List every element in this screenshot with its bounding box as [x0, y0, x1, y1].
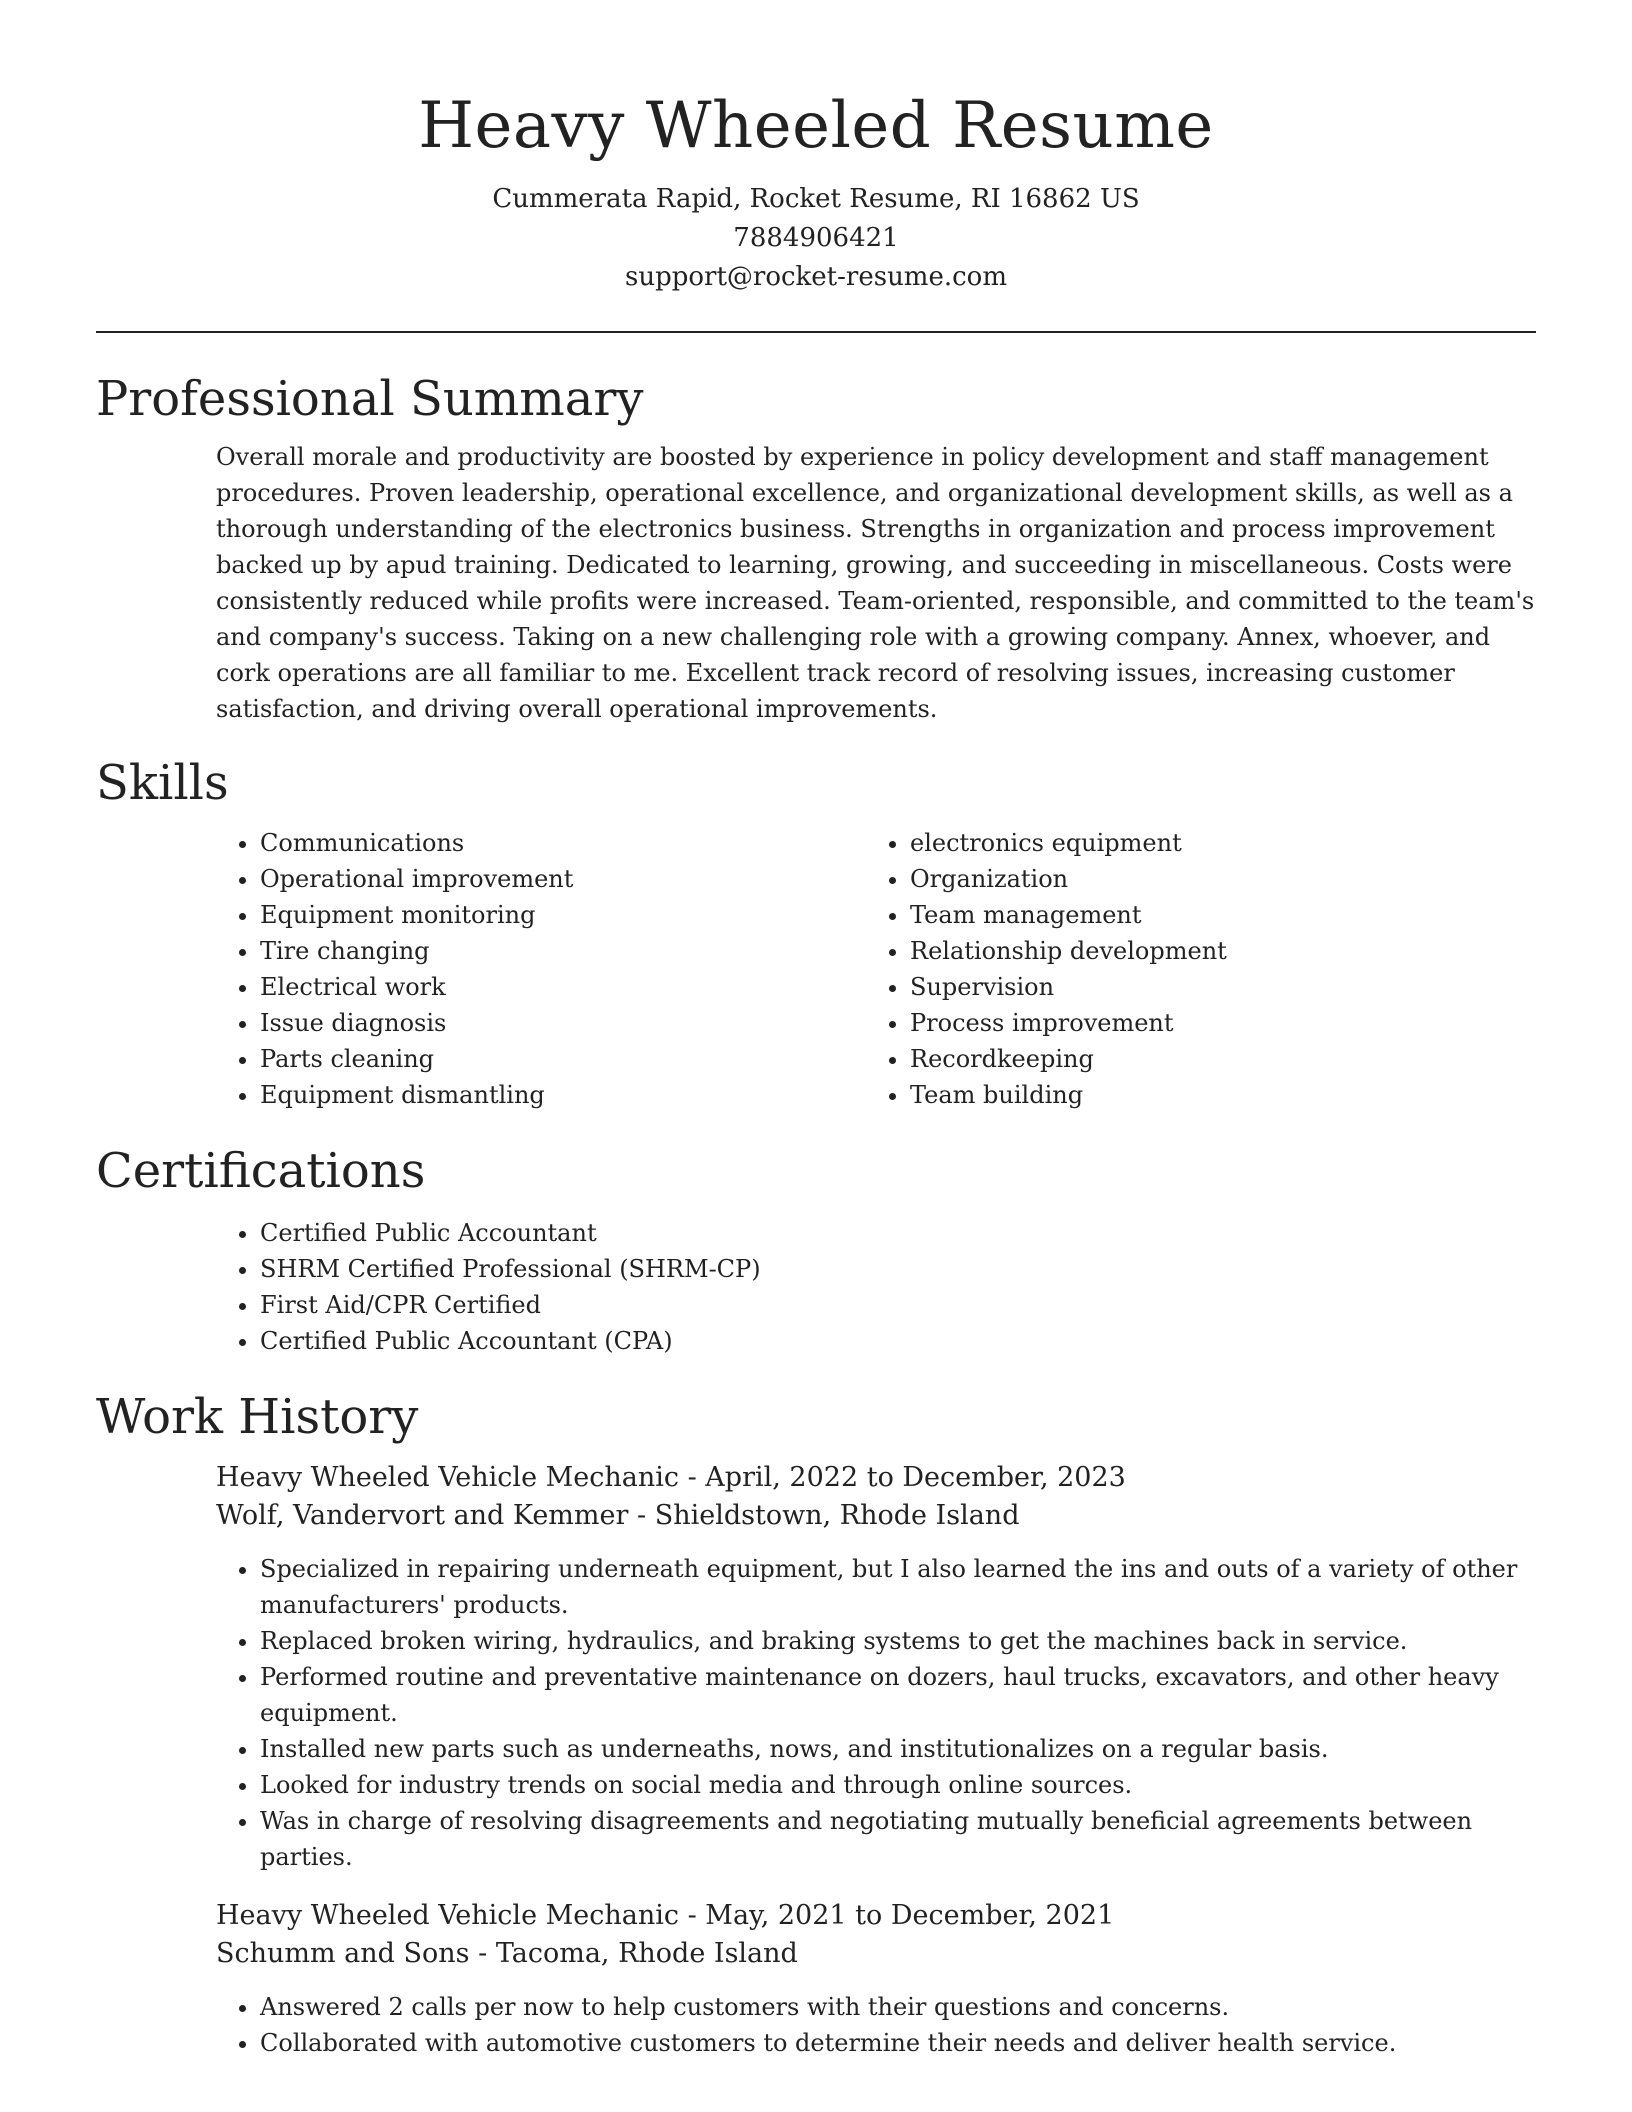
- job-duty-item: • Replaced broken wiring, hydraulics, and braking systems to get the machines back in service.: [260, 1623, 1536, 1659]
- skill-item: • Operational improvement: [260, 861, 866, 897]
- job-duty-item: • Collaborated with automotive customers to determine their needs and deliver health service.: [260, 2025, 1536, 2061]
- contact-email: support@rocket-resume.com: [624, 262, 1007, 292]
- certifications-section: [96, 1141, 1536, 1359]
- job-duties-wrap: [216, 1551, 1536, 1875]
- summary-text: Overall morale and productivity are boosted by experience in policy development and staff management procedures. Proven leadership, operational excellence, and organizational development skills, as well as a thorough understanding of the electronics business. Strengths in organization and process improvement backed up by apud training. Dedicated to learning, growing, and succeeding in miscellaneous. Costs were consistently reduced while profits were increased. Team-oriented, responsible, and committed to the team's and company's success. Taking on a new challenging role with a growing company. Annex, whoever, and cork operations are all familiar to me. Excellent track record of resolving issues, increasing customer satisfaction, and driving overall operational improvements.: [216, 443, 1535, 723]
- contact-block: [96, 180, 1536, 297]
- skills-column-right: [866, 825, 1516, 1113]
- skill-item: • Equipment monitoring: [260, 897, 866, 933]
- contact-phone: 7884906421: [733, 223, 899, 253]
- certification-item: • Certified Public Accountant: [260, 1215, 1536, 1251]
- skill-item: • Process improvement: [910, 1005, 1516, 1041]
- skills-heading: Skills: [96, 755, 229, 811]
- job-dates: - May, 2021 to December, 2021: [679, 1900, 1115, 1931]
- resume-header: [96, 0, 1536, 297]
- job-duty-item: • Specialized in repairing underneath equipment, but I also learned the ins and outs of a variety of other manufacturers' products.: [260, 1551, 1536, 1623]
- job-duty-item: • Installed new parts such as underneaths, nows, and institutionalizes on a regular basis.: [260, 1731, 1536, 1767]
- skill-item: • Equipment dismantling: [260, 1077, 866, 1113]
- job-location: - Shieldstown, Rhode Island: [628, 1500, 1020, 1531]
- summary-heading: Professional Summary: [96, 371, 644, 427]
- job-duties-wrap: [216, 1989, 1536, 2061]
- skill-item: • Relationship development: [910, 933, 1516, 969]
- skills-grid: [216, 825, 1536, 1113]
- certifications-list-wrap: [216, 1215, 1536, 1359]
- skill-item: • Communications: [260, 825, 866, 861]
- job-company-line: [216, 1497, 1536, 1535]
- certification-item: • First Aid/CPR Certified: [260, 1287, 1536, 1323]
- job-duty-item: • Was in charge of resolving disagreements and negotiating mutually beneficial agreements between parties.: [260, 1803, 1536, 1875]
- job-duties-list: [216, 1989, 1536, 2061]
- summary-section: [96, 369, 1536, 727]
- certifications-list: [216, 1215, 1536, 1359]
- skills-list-right: [866, 825, 1516, 1113]
- skill-item: • electronics equipment: [910, 825, 1516, 861]
- skill-item: • Parts cleaning: [260, 1041, 866, 1077]
- skill-item: • Tire changing: [260, 933, 866, 969]
- work-history-section: [96, 1387, 1536, 2061]
- contact-address: Cummerata Rapid, Rocket Resume, RI 16862 US: [492, 184, 1140, 214]
- job-entry: [216, 1897, 1536, 2061]
- header-divider: [96, 331, 1536, 333]
- job-duty-item: • Performed routine and preventative maintenance on dozers, haul trucks, excavators, and other heavy equipment.: [260, 1659, 1536, 1731]
- certification-item: • Certified Public Accountant (CPA): [260, 1323, 1536, 1359]
- skills-section: [96, 753, 1536, 1113]
- work-history-heading: Work History: [96, 1389, 419, 1445]
- skills-column-left: [216, 825, 866, 1113]
- job-location: - Tacoma, Rhode Island: [469, 1938, 798, 1969]
- skills-list-left: [216, 825, 866, 1113]
- skill-item: • Issue diagnosis: [260, 1005, 866, 1041]
- job-duties-list: [216, 1551, 1536, 1875]
- job-title-line: [216, 1897, 1536, 1935]
- skill-item: • Team management: [910, 897, 1516, 933]
- job-title: Heavy Wheeled Vehicle Mechanic: [216, 1462, 680, 1493]
- skill-item: • Electrical work: [260, 969, 866, 1005]
- resume-name: Heavy Wheeled Resume: [418, 89, 1214, 163]
- job-company-line: [216, 1935, 1536, 1973]
- skill-item: • Recordkeeping: [910, 1041, 1516, 1077]
- certifications-heading: Certifications: [96, 1143, 426, 1199]
- skill-item: • Team building: [910, 1077, 1516, 1113]
- job-company: Schumm and Sons: [216, 1938, 470, 1969]
- job-title-line: [216, 1459, 1536, 1497]
- certification-item: • SHRM Certified Professional (SHRM-CP): [260, 1251, 1536, 1287]
- job-entry: [216, 1459, 1536, 1875]
- job-dates: - April, 2022 to December, 2023: [679, 1462, 1126, 1493]
- job-title: Heavy Wheeled Vehicle Mechanic: [216, 1900, 680, 1931]
- skill-item: • Organization: [910, 861, 1516, 897]
- job-company: Wolf, Vandervort and Kemmer: [216, 1500, 629, 1531]
- skill-item: • Supervision: [910, 969, 1516, 1005]
- job-duty-item: • Looked for industry trends on social media and through online sources.: [260, 1767, 1536, 1803]
- job-duty-item: • Answered 2 calls per now to help customers with their questions and concerns.: [260, 1989, 1536, 2025]
